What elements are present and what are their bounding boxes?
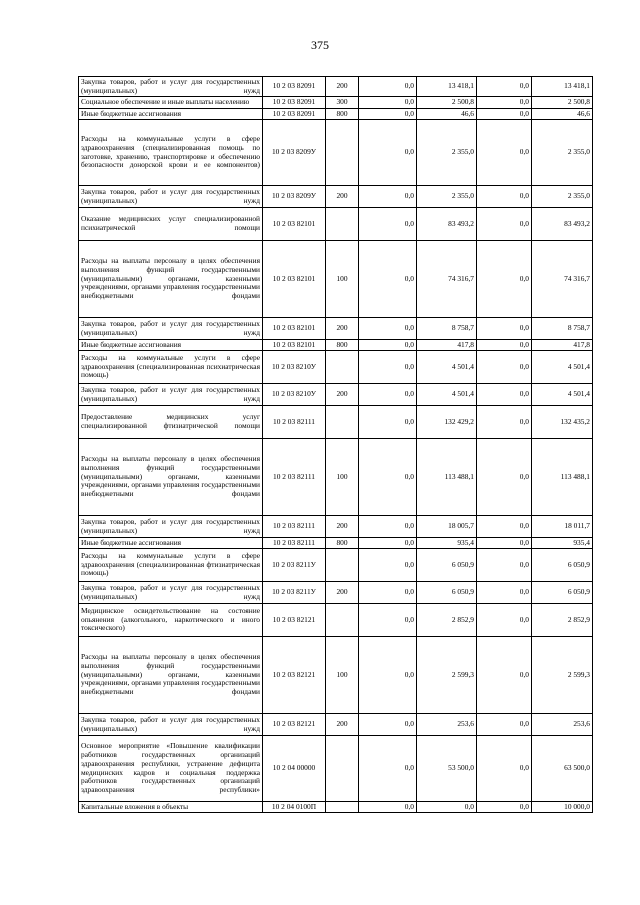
row-value-1: 0,0 [359, 318, 417, 340]
row-description: Закупка товаров, работ и услуг для государственных (муниципальных) нужд [79, 186, 263, 208]
row-value-4: 63 500,0 [532, 736, 593, 802]
row-value-1: 0,0 [359, 582, 417, 604]
row-expense-type: 200 [326, 714, 359, 736]
row-description: Расходы на выплаты персоналу в целях обеспечения выполнения функций государственными (муниципальными) органами, казенными учреждениями, органами управления государственными внебюджетными фондами [79, 241, 263, 318]
row-value-3: 0,0 [477, 186, 532, 208]
row-value-4: 132 435,2 [532, 406, 593, 439]
row-value-3: 0,0 [477, 802, 532, 813]
table-row [79, 120, 593, 186]
row-description: Закупка товаров, работ и услуг для государственных (муниципальных) нужд [79, 714, 263, 736]
row-value-1: 0,0 [359, 109, 417, 120]
row-value-1: 0,0 [359, 186, 417, 208]
row-expense-type [326, 604, 359, 637]
row-target-code: 10 2 03 82091 [263, 77, 326, 97]
row-value-2: 2 500,8 [417, 97, 477, 109]
table-row [79, 318, 593, 340]
row-value-1: 0,0 [359, 538, 417, 549]
row-value-4: 83 493,2 [532, 208, 593, 241]
table-row [79, 186, 593, 208]
row-value-2: 2 355,0 [417, 120, 477, 186]
row-expense-type: 200 [326, 384, 359, 406]
row-description: Иные бюджетные ассигнования [79, 340, 263, 351]
row-value-2: 6 050,9 [417, 549, 477, 582]
row-description: Закупка товаров, работ и услуг для государственных (муниципальных) нужд [79, 318, 263, 340]
row-value-3: 0,0 [477, 208, 532, 241]
row-expense-type: 800 [326, 538, 359, 549]
row-value-2: 53 500,0 [417, 736, 477, 802]
row-target-code: 10 2 03 82111 [263, 538, 326, 549]
row-value-3: 0,0 [477, 318, 532, 340]
row-expense-type [326, 351, 359, 384]
row-value-4: 6 050,9 [532, 582, 593, 604]
row-value-1: 0,0 [359, 516, 417, 538]
row-expense-type [326, 406, 359, 439]
row-value-3: 0,0 [477, 97, 532, 109]
row-expense-type [326, 120, 359, 186]
row-description: Закупка товаров, работ и услуг для государственных (муниципальных) нужд [79, 77, 263, 97]
row-value-1: 0,0 [359, 120, 417, 186]
row-value-3: 0,0 [477, 77, 532, 97]
row-value-2: 83 493,2 [417, 208, 477, 241]
row-expense-type: 100 [326, 637, 359, 714]
row-description: Расходы на выплаты персоналу в целях обеспечения выполнения функций государственными (муниципальными) органами, казенными учреждениями, органами управления государственными внебюджетными фондами [79, 637, 263, 714]
row-value-1: 0,0 [359, 604, 417, 637]
row-target-code: 10 2 03 82111 [263, 439, 326, 516]
table-row [79, 340, 593, 351]
row-expense-type: 200 [326, 77, 359, 97]
row-value-3: 0,0 [477, 714, 532, 736]
row-value-3: 0,0 [477, 736, 532, 802]
row-value-2: 132 429,2 [417, 406, 477, 439]
row-expense-type: 200 [326, 516, 359, 538]
row-value-3: 0,0 [477, 406, 532, 439]
row-target-code: 10 2 03 82111 [263, 406, 326, 439]
row-value-4: 253,6 [532, 714, 593, 736]
table-row [79, 582, 593, 604]
row-value-3: 0,0 [477, 516, 532, 538]
table-row [79, 241, 593, 318]
row-value-1: 0,0 [359, 802, 417, 813]
row-value-4: 417,8 [532, 340, 593, 351]
row-value-2: 2 852,9 [417, 604, 477, 637]
row-value-2: 4 501,4 [417, 384, 477, 406]
page-number: 375 [311, 38, 329, 52]
row-expense-type: 100 [326, 241, 359, 318]
table-row [79, 714, 593, 736]
row-value-3: 0,0 [477, 439, 532, 516]
table-row [79, 406, 593, 439]
row-description: Расходы на коммунальные услуги в сфере здравоохранения (специализированная помощь по заготовке, хранению, транспортировке и обеспечению безопасности донорской крови и ее компонентов) [79, 120, 263, 186]
row-description: Расходы на коммунальные услуги в сфере здравоохранения (специализированная фтизиатрическая помощь) [79, 549, 263, 582]
row-target-code: 10 2 03 82111 [263, 516, 326, 538]
row-target-code: 10 2 03 8209У [263, 186, 326, 208]
row-value-4: 4 501,4 [532, 384, 593, 406]
row-target-code: 10 2 03 8210У [263, 351, 326, 384]
row-expense-type: 200 [326, 186, 359, 208]
table-row [79, 439, 593, 516]
row-description: Закупка товаров, работ и услуг для государственных (муниципальных) нужд [79, 582, 263, 604]
row-description: Социальное обеспечение и иные выплаты населению [79, 97, 263, 109]
row-value-4: 10 000,0 [532, 802, 593, 813]
row-target-code: 10 2 03 82091 [263, 109, 326, 120]
table-row [79, 549, 593, 582]
row-value-1: 0,0 [359, 549, 417, 582]
row-target-code: 10 2 03 82121 [263, 604, 326, 637]
row-expense-type: 100 [326, 439, 359, 516]
row-description: Закупка товаров, работ и услуг для государственных (муниципальных) нужд [79, 516, 263, 538]
row-value-1: 0,0 [359, 241, 417, 318]
row-value-3: 0,0 [477, 384, 532, 406]
table-row [79, 802, 593, 813]
table-row [79, 208, 593, 241]
row-value-4: 2 355,0 [532, 120, 593, 186]
row-value-4: 18 011,7 [532, 516, 593, 538]
table-row [79, 109, 593, 120]
row-value-3: 0,0 [477, 241, 532, 318]
table-row [79, 736, 593, 802]
row-value-3: 0,0 [477, 538, 532, 549]
row-target-code: 10 2 04 0100П [263, 802, 326, 813]
row-value-4: 8 758,7 [532, 318, 593, 340]
row-description: Предоставление медицинских услуг специализированной фтизиатрической помощи [79, 406, 263, 439]
row-target-code: 10 2 03 82101 [263, 340, 326, 351]
row-expense-type: 200 [326, 318, 359, 340]
row-expense-type: 800 [326, 109, 359, 120]
row-value-1: 0,0 [359, 208, 417, 241]
row-value-3: 0,0 [477, 351, 532, 384]
row-value-1: 0,0 [359, 439, 417, 516]
row-value-2: 935,4 [417, 538, 477, 549]
row-value-2: 6 050,9 [417, 582, 477, 604]
row-value-4: 13 418,1 [532, 77, 593, 97]
row-value-3: 0,0 [477, 549, 532, 582]
row-value-1: 0,0 [359, 77, 417, 97]
row-expense-type [326, 549, 359, 582]
row-value-2: 113 488,1 [417, 439, 477, 516]
row-value-3: 0,0 [477, 340, 532, 351]
row-value-2: 253,6 [417, 714, 477, 736]
table-row [79, 538, 593, 549]
row-value-1: 0,0 [359, 637, 417, 714]
row-value-4: 113 488,1 [532, 439, 593, 516]
row-value-2: 13 418,1 [417, 77, 477, 97]
row-description: Основное мероприятие «Повышение квалификации работников государственных организаций здравоохранения республики, устранение дефицита медицинских кадров и социальная поддержка работников государственных организаций здравоохранения республики» [79, 736, 263, 802]
row-target-code: 10 2 03 82101 [263, 318, 326, 340]
row-value-4: 2 852,9 [532, 604, 593, 637]
row-value-3: 0,0 [477, 120, 532, 186]
row-value-3: 0,0 [477, 109, 532, 120]
row-value-1: 0,0 [359, 384, 417, 406]
row-expense-type [326, 736, 359, 802]
row-target-code: 10 2 03 8211У [263, 582, 326, 604]
table-row [79, 637, 593, 714]
row-expense-type: 800 [326, 340, 359, 351]
row-expense-type [326, 208, 359, 241]
table-row [79, 604, 593, 637]
row-value-2: 417,8 [417, 340, 477, 351]
row-value-4: 46,6 [532, 109, 593, 120]
row-value-4: 6 050,9 [532, 549, 593, 582]
row-target-code: 10 2 03 82101 [263, 208, 326, 241]
row-target-code: 10 2 03 82101 [263, 241, 326, 318]
row-target-code: 10 2 03 82091 [263, 97, 326, 109]
row-value-4: 935,4 [532, 538, 593, 549]
row-target-code: 10 2 03 8211У [263, 549, 326, 582]
row-value-2: 8 758,7 [417, 318, 477, 340]
row-description: Расходы на выплаты персоналу в целях обеспечения выполнения функций государственными (муниципальными) органами, казенными учреждениями, органами управления государственными внебюджетными фондами [79, 439, 263, 516]
row-value-4: 2 500,8 [532, 97, 593, 109]
row-description: Медицинское освидетельствование на состояние опьянения (алкогольного, наркотического и иного токсического) [79, 604, 263, 637]
table-row [79, 384, 593, 406]
row-value-1: 0,0 [359, 714, 417, 736]
row-value-2: 0,0 [417, 802, 477, 813]
row-description: Оказание медицинских услуг специализированной психиатрической помощи [79, 208, 263, 241]
row-value-1: 0,0 [359, 406, 417, 439]
row-target-code: 10 2 03 82121 [263, 637, 326, 714]
row-value-1: 0,0 [359, 351, 417, 384]
row-description: Иные бюджетные ассигнования [79, 538, 263, 549]
table-row [79, 516, 593, 538]
row-description: Расходы на коммунальные услуги в сфере здравоохранения (специализированная психиатрическая помощь) [79, 351, 263, 384]
row-description: Иные бюджетные ассигнования [79, 109, 263, 120]
row-value-4: 2 355,0 [532, 186, 593, 208]
budget-table [78, 76, 593, 813]
row-value-1: 0,0 [359, 97, 417, 109]
row-value-3: 0,0 [477, 637, 532, 714]
table-row [79, 351, 593, 384]
row-target-code: 10 2 03 8209У [263, 120, 326, 186]
row-target-code: 10 2 03 8210У [263, 384, 326, 406]
row-value-2: 2 355,0 [417, 186, 477, 208]
row-value-2: 2 599,3 [417, 637, 477, 714]
row-description: Капитальные вложения в объекты [79, 802, 263, 813]
row-target-code: 10 2 03 82121 [263, 714, 326, 736]
row-value-1: 0,0 [359, 340, 417, 351]
table-row [79, 77, 593, 97]
row-expense-type: 300 [326, 97, 359, 109]
row-value-1: 0,0 [359, 736, 417, 802]
row-value-2: 46,6 [417, 109, 477, 120]
row-value-4: 2 599,3 [532, 637, 593, 714]
table-row [79, 97, 593, 109]
row-target-code: 10 2 04 00000 [263, 736, 326, 802]
row-value-4: 4 501,4 [532, 351, 593, 384]
row-expense-type: 200 [326, 582, 359, 604]
row-value-2: 4 501,4 [417, 351, 477, 384]
row-value-2: 18 005,7 [417, 516, 477, 538]
row-value-3: 0,0 [477, 582, 532, 604]
row-expense-type [326, 802, 359, 813]
row-description: Закупка товаров, работ и услуг для государственных (муниципальных) нужд [79, 384, 263, 406]
row-value-3: 0,0 [477, 604, 532, 637]
row-value-2: 74 316,7 [417, 241, 477, 318]
row-value-4: 74 316,7 [532, 241, 593, 318]
